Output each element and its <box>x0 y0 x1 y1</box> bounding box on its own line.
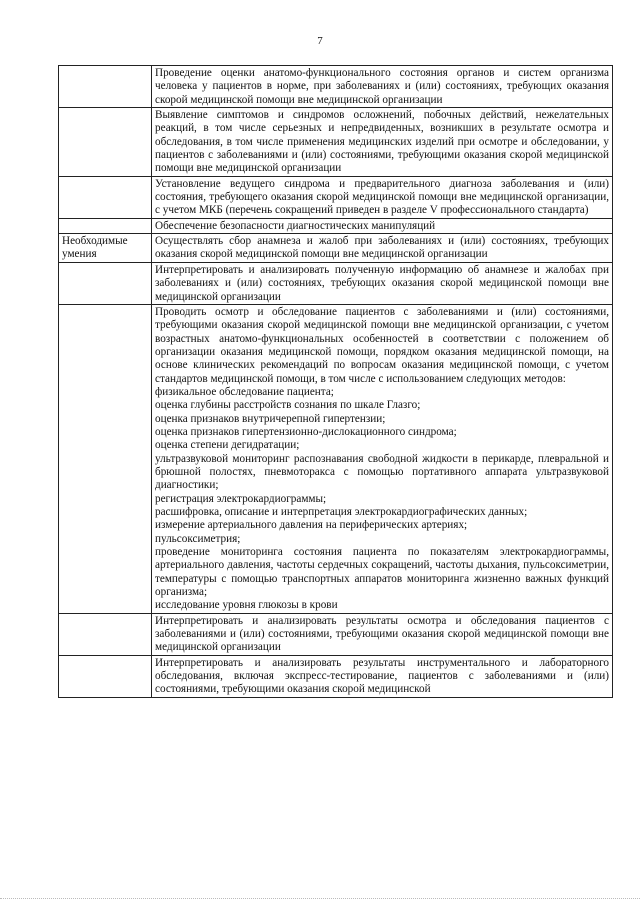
table-row <box>59 655 613 697</box>
table-body <box>59 66 613 698</box>
row-label-cell <box>59 218 152 233</box>
text-line: проведение мониторинга состояния пациента по показателям электрокардиограммы, артериального давления, частоты сердечных сокращений, частоты дыхания, пульсоксиметрии, температуры с помощью транспортных аппаратов мониторинга жизненно важных функций организма; <box>155 546 609 599</box>
text-line: Обеспечение безопасности диагностических манипуляций <box>155 219 436 232</box>
table-row <box>59 108 613 177</box>
row-label-cell <box>59 66 152 108</box>
table-row <box>59 66 613 108</box>
table-row <box>59 262 613 304</box>
table-row <box>59 218 613 233</box>
text-line: измерение артериального давления на периферических артериях; <box>155 519 468 532</box>
text-line: Установление ведущего синдрома и предварительного диагноза заболевания и (или) состояния, требующего оказания скорой медицинской помощи вне медицинской организации, с учетом МКБ (перечень сокращений приведен в разделе V профессионального стандарта) <box>155 177 609 217</box>
text-line: исследование уровня глюкозы в крови <box>155 599 338 612</box>
row-label-cell <box>59 176 152 218</box>
text-line: расшифровка, описание и интерпретация электрокардиографических данных; <box>155 506 528 518</box>
row-text-cell <box>152 234 613 263</box>
page-number: 7 <box>317 35 323 47</box>
row-text-cell <box>152 108 613 177</box>
row-text-cell <box>152 262 613 304</box>
text-line: Интерпретировать и анализировать результаты осмотра и обследования пациентов с заболеваниями и (или) состояниями, требующими оказания скорой медицинской помощи вне медицинской организации <box>155 614 609 654</box>
text-line: Проводить осмотр и обследование пациентов с заболеваниями и (или) состояниями, требующими оказания скорой медицинской помощи вне медицинской организации, с учетом возрастных анатомо-функциональных особенностей в соответствии с положением об организации оказания медицинской помощи, порядком оказания медицинской помощи, на основе клинических рекомендаций по вопросам оказания медицинской помощи, с учетом стандартов медицинской помощи, в том числе с использованием следующих методов: <box>155 305 609 385</box>
table-row <box>59 613 613 655</box>
table-row <box>59 304 613 613</box>
row-text-cell <box>152 613 613 655</box>
text-line: оценка глубины расстройств сознания по шкале Глазго; <box>155 399 421 412</box>
row-label-cell <box>59 655 152 697</box>
text-line: оценка признаков гипертензионно-дислокационного синдрома; <box>155 425 457 438</box>
text-line: Проведение оценки анатомо-функционального состояния органов и систем организма человека у пациентов в норме, при заболеваниях и (или) состояниях, требующих оказания скорой медицинской помощи вне медицинской организации <box>155 67 609 106</box>
row-label-cell: Необходимые умения <box>59 234 152 263</box>
text-line: Осуществлять сбор анамнеза и жалоб при заболеваниях и (или) состояниях, требующих оказания скорой медицинской помощи вне медицинской организации <box>155 235 609 261</box>
row-text-cell <box>152 655 613 697</box>
text-line: Выявление симптомов и синдромов осложнений, побочных действий, нежелательных реакций, в том числе серьезных и непредвиденных, возникших в результате осмотра и обследования, в том числе применения медицинских изделий при осмотре и обследовании, у пациентов с заболеваниями и (или) состояниями, требующими оказания скорой медицинской помощи вне медицинской организации <box>155 109 609 175</box>
text-line: регистрация электрокардиограммы; <box>155 492 327 505</box>
text-line: Интерпретировать и анализировать результаты инструментального и лабораторного обследования, включая экспресс-тестирование, пациентов с заболеваниями и (или) состояниями, требующими оказания скорой медицинской <box>155 656 609 696</box>
row-text-cell <box>152 66 613 108</box>
table-row <box>59 176 613 218</box>
row-text-cell <box>152 176 613 218</box>
text-line: ультразвуковой мониторинг распознавания свободной жидкости в перикарде, плевральной и брюшной полостях, пневмоторакса с помощью портативного аппарата ультразвуковой диагностики; <box>155 452 609 492</box>
row-label-cell <box>59 262 152 304</box>
text-line: физикальное обследование пациента; <box>155 385 334 398</box>
text-line: оценка степени дегидратации; <box>155 439 300 452</box>
table-row <box>59 234 613 263</box>
competency-table <box>58 65 613 698</box>
text-line: пульсоксиметрия; <box>155 532 241 545</box>
row-label-cell <box>59 108 152 177</box>
row-text-cell <box>152 218 613 233</box>
page-bottom-edge <box>0 898 640 900</box>
row-label-cell <box>59 304 152 613</box>
row-label-cell <box>59 613 152 655</box>
row-text-cell <box>152 304 613 613</box>
text-line: Интерпретировать и анализировать полученную информацию об анамнезе и жалобах при заболеваниях и (или) состояниях, требующих оказания скорой медицинской помощи вне медицинской организации <box>155 263 609 303</box>
text-line: оценка признаков внутричерепной гипертензии; <box>155 412 386 425</box>
